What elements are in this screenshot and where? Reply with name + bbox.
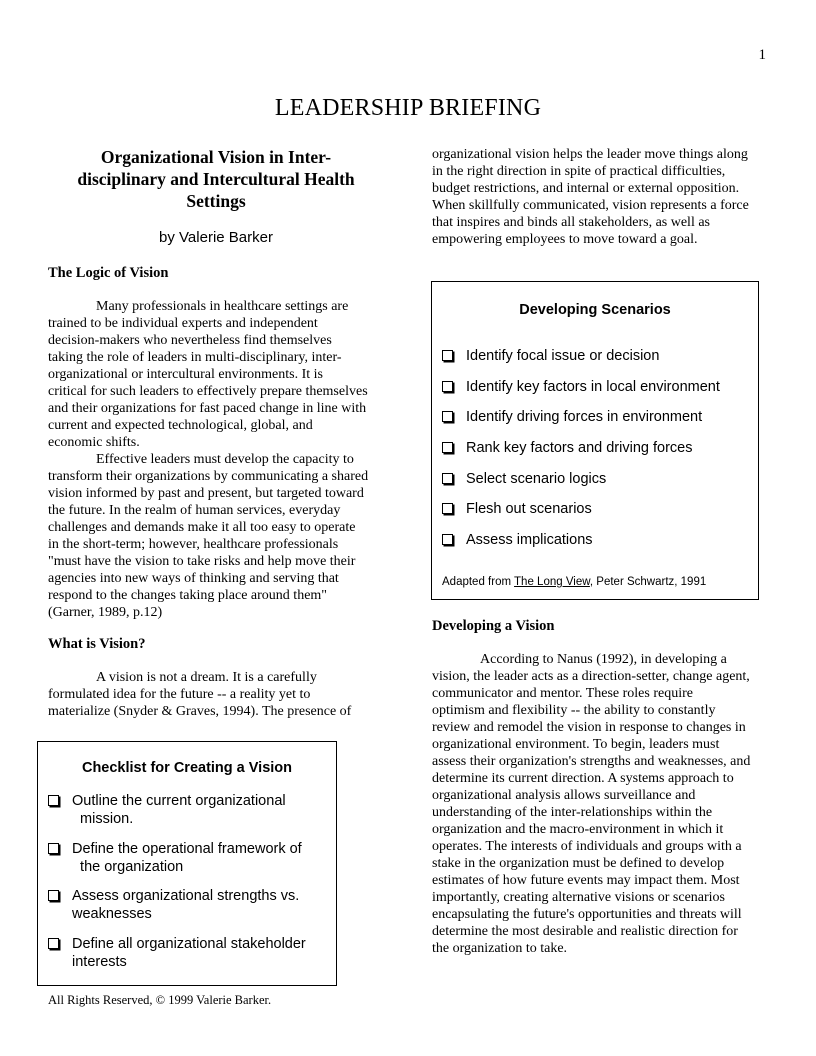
body-line: "must have the vision to take risks and help move their	[48, 554, 356, 569]
body-line: the future. In the realm of human services, everyday	[48, 503, 341, 518]
body-line: formulated idea for the future -- a reality yet to	[48, 687, 311, 702]
body-line: stake in the organization must be defined to develop	[432, 856, 725, 871]
article-title-line: Settings	[186, 191, 246, 211]
section-heading-developing: Developing a Vision	[432, 618, 555, 634]
author-byline: by Valerie Barker	[159, 229, 273, 246]
checklist-item-line: Assess organizational strengths vs.	[72, 888, 300, 904]
scenario-item	[442, 500, 752, 518]
checkbox-icon	[442, 411, 453, 422]
checkbox-icon	[48, 890, 59, 901]
article-title	[48, 146, 384, 212]
article-title-line: disciplinary and Intercultural Health	[77, 169, 355, 189]
checklist-item	[48, 792, 328, 828]
checkbox-icon	[442, 381, 453, 392]
body-line: Many professionals in healthcare settings are	[96, 299, 349, 314]
checklist-item-line: Define the operational framework of	[72, 841, 302, 857]
scenario-item	[442, 531, 752, 549]
scenario-item-label: Identify key factors in local environment	[466, 379, 720, 395]
section-heading-vision: What is Vision?	[48, 636, 146, 652]
body-line: vision informed by past and present, but targeted toward	[48, 486, 364, 501]
copyright-footer: All Rights Reserved, © 1999 Valerie Barker.	[48, 993, 272, 1007]
checkbox-icon	[48, 843, 59, 854]
checklist-item-line: Define all organizational stakeholder	[72, 936, 306, 952]
body-line: economic shifts.	[48, 435, 140, 450]
body-line: empowering employees to move toward a goal.	[432, 232, 698, 247]
checkbox-icon	[442, 350, 453, 361]
scenario-item	[442, 408, 752, 426]
checklist-item-line: the organization	[72, 859, 184, 875]
body-line: A vision is not a dream. It is a carefully	[96, 670, 317, 685]
body-line: organizational analysis allows surveillance and	[432, 788, 696, 803]
body-line: organization and the macro-environment in which it	[432, 822, 724, 837]
body-line: that inspires and binds all stakeholders, as well as	[432, 215, 710, 230]
checklist-item	[48, 887, 328, 923]
checklist-item	[48, 935, 328, 971]
checklist-item-line: interests	[72, 954, 127, 970]
checklist-item-line: Outline the current organizational	[72, 793, 286, 809]
scenario-item-label: Rank key factors and driving forces	[466, 440, 693, 456]
body-line: organizational environment. To begin, leaders must	[432, 737, 720, 752]
body-line: importantly, creating alternative visions or scenarios	[432, 890, 726, 905]
body-line: review and remodel the vision in response to changes in	[432, 720, 746, 735]
checklist-item	[48, 840, 328, 876]
checkbox-icon	[442, 534, 453, 545]
checklist-box	[37, 741, 337, 986]
body-line: in the right direction in spite of practical difficulties,	[432, 164, 726, 179]
scenario-item-label: Select scenario logics	[466, 471, 607, 487]
checklist-item-line: mission.	[72, 811, 134, 827]
scenario-item	[442, 470, 752, 488]
body-line: respond to the changes taking place around them"	[48, 588, 328, 603]
body-line: agencies into new ways of thinking and serving that	[48, 571, 339, 586]
checkbox-icon	[48, 938, 59, 949]
scenarios-source	[442, 576, 706, 588]
source-book-title: The Long View	[514, 576, 590, 588]
scenario-item-label: Identify driving forces in environment	[466, 409, 703, 425]
article-title-line: Organizational Vision in Inter-	[100, 147, 332, 167]
scenarios-title: Developing Scenarios	[519, 302, 671, 318]
body-line: encapsulating the future's opportunities and threats will	[432, 907, 742, 922]
developing-body	[432, 651, 772, 957]
scenario-item	[442, 347, 752, 365]
checkbox-icon	[48, 795, 59, 806]
logic-body	[48, 298, 394, 621]
scenario-item-label: Identify focal issue or decision	[466, 348, 660, 364]
body-line: organizational or intercultural environments. It is	[48, 367, 323, 382]
body-line: the organization to take.	[432, 941, 568, 956]
body-line: trained to be individual experts and independent	[48, 316, 318, 331]
body-line: taking the role of leaders in multi-disciplinary, inter-	[48, 350, 342, 365]
body-line: understanding of the inter-relationships within the	[432, 805, 713, 820]
checklist-title: Checklist for Creating a Vision	[81, 760, 293, 776]
body-line: organizational vision helps the leader move things along	[432, 147, 748, 162]
body-line: decision-makers who nevertheless find themselves	[48, 333, 332, 348]
body-line: determine the most desirable and realistic direction for	[432, 924, 738, 939]
scenario-item-label: Flesh out scenarios	[466, 501, 592, 517]
body-line: vision, the leader acts as a direction-setter, change agent,	[432, 669, 750, 684]
scenario-item-label: Assess implications	[466, 532, 593, 548]
page-number: 1	[758, 47, 766, 63]
body-line: communicator and mentor. These roles require	[432, 686, 693, 701]
section-heading-logic: The Logic of Vision	[48, 265, 169, 281]
checkbox-icon	[442, 473, 453, 484]
body-line: materialize (Snyder & Graves, 1994). The presence of	[48, 704, 352, 719]
body-line: determine its current direction. A systems approach to	[432, 771, 734, 786]
scenario-item	[442, 378, 752, 396]
body-line: critical for such leaders to effectively prepare themselves	[48, 384, 368, 399]
body-line: optimism and flexibility -- the ability to constantly	[432, 703, 716, 718]
source-prefix: Adapted from	[442, 576, 515, 588]
checklist-item-line: weaknesses	[72, 906, 152, 922]
body-line: current and expected technological, global, and	[48, 418, 313, 433]
scenario-item	[442, 439, 752, 457]
checkbox-icon	[442, 442, 453, 453]
page-title: LEADERSHIP BRIEFING	[274, 95, 542, 121]
body-line: assess their organization's strengths and weaknesses, and	[432, 754, 751, 769]
body-line: transform their organizations by communicating a shared	[48, 469, 369, 484]
body-line: estimates of how future events may impact them. Most	[432, 873, 740, 888]
body-line: budget restrictions, and internal or external opposition.	[432, 181, 740, 196]
body-line: Effective leaders must develop the capacity to	[96, 452, 354, 467]
body-line: in the short-term; however, healthcare professionals	[48, 537, 339, 552]
body-line: and their organizations for fast paced change in line with	[48, 401, 367, 416]
body-line: challenges and demands make it all too easy to operate	[48, 520, 356, 535]
body-line: operates. The interests of individuals and groups with a	[432, 839, 742, 854]
checkbox-icon	[442, 503, 453, 514]
body-line: When skillfully communicated, vision represents a force	[432, 198, 749, 213]
source-suffix: , Peter Schwartz, 1991	[589, 576, 707, 588]
body-line: According to Nanus (1992), in developing a	[480, 652, 727, 667]
scenarios-box	[431, 281, 759, 600]
vision-body	[48, 669, 384, 720]
body-line: (Garner, 1989, p.12)	[48, 605, 163, 620]
vision-continued-body	[432, 146, 772, 248]
